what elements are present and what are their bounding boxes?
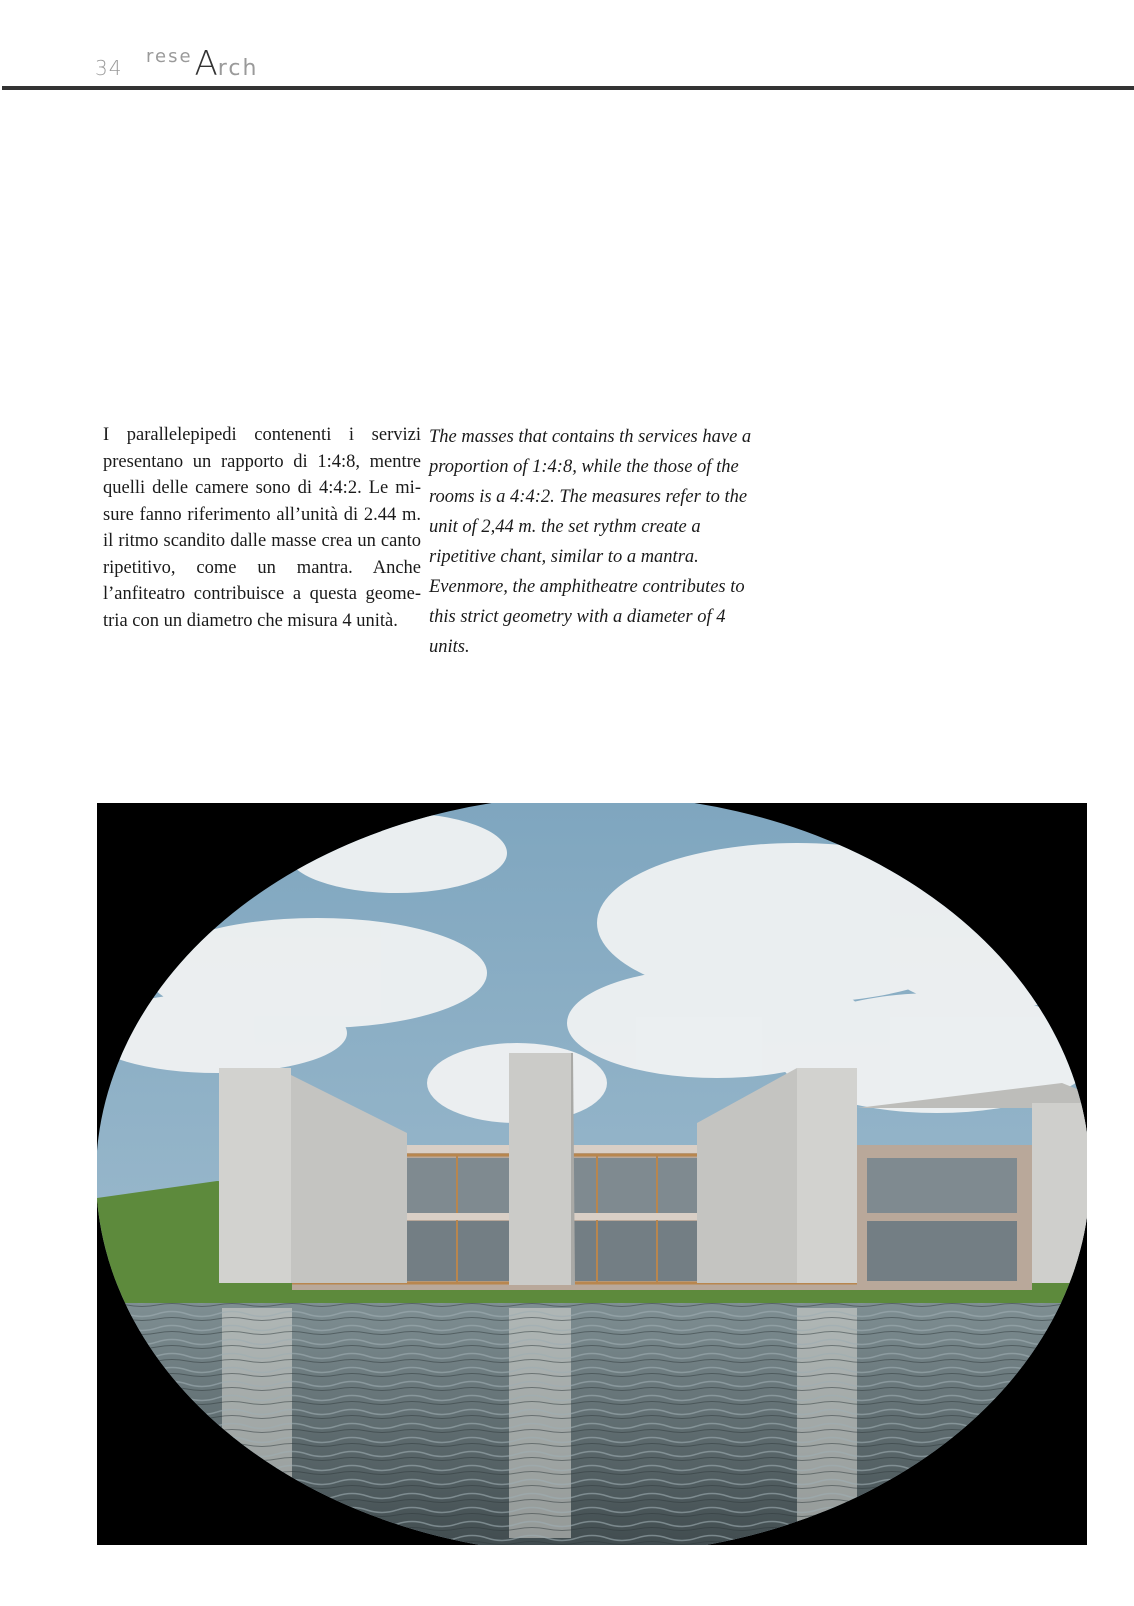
page-header (0, 0, 1134, 92)
architectural-rendering (97, 803, 1087, 1545)
logo-suffix: rch (217, 56, 259, 81)
page-number: 34 (95, 56, 123, 80)
logo-prefix: rese (146, 46, 193, 67)
rendering-image (97, 803, 1087, 1545)
header-rule (2, 86, 1134, 90)
italian-text-column: I parallelepipedi contenenti i servizi presentano un rapporto di 1:4:8, mentre quelli delle camere sono di 4:4:2. Le misure fanno riferimento all’unità di 2.44 m. il ritmo scandito dalle masse crea un canto ripetitivo, come un mantra. Anche l’anfiteatro contribuisce a questa geometria con un diametro che misura 4 unità. (103, 425, 421, 631)
logo-initial: A (194, 44, 218, 84)
research-logo (146, 44, 258, 84)
english-text-column: The masses that contains th services have a proportion of 1:4:8, while the those of the rooms is a 4:4:2. The measures refer to the unit of 2,44 m. the set rythm create a ripetitive chant, similar to a mantra. Evenmore, the amphitheatre contributes to this strict geometry with a diameter of 4 units. (429, 427, 752, 657)
